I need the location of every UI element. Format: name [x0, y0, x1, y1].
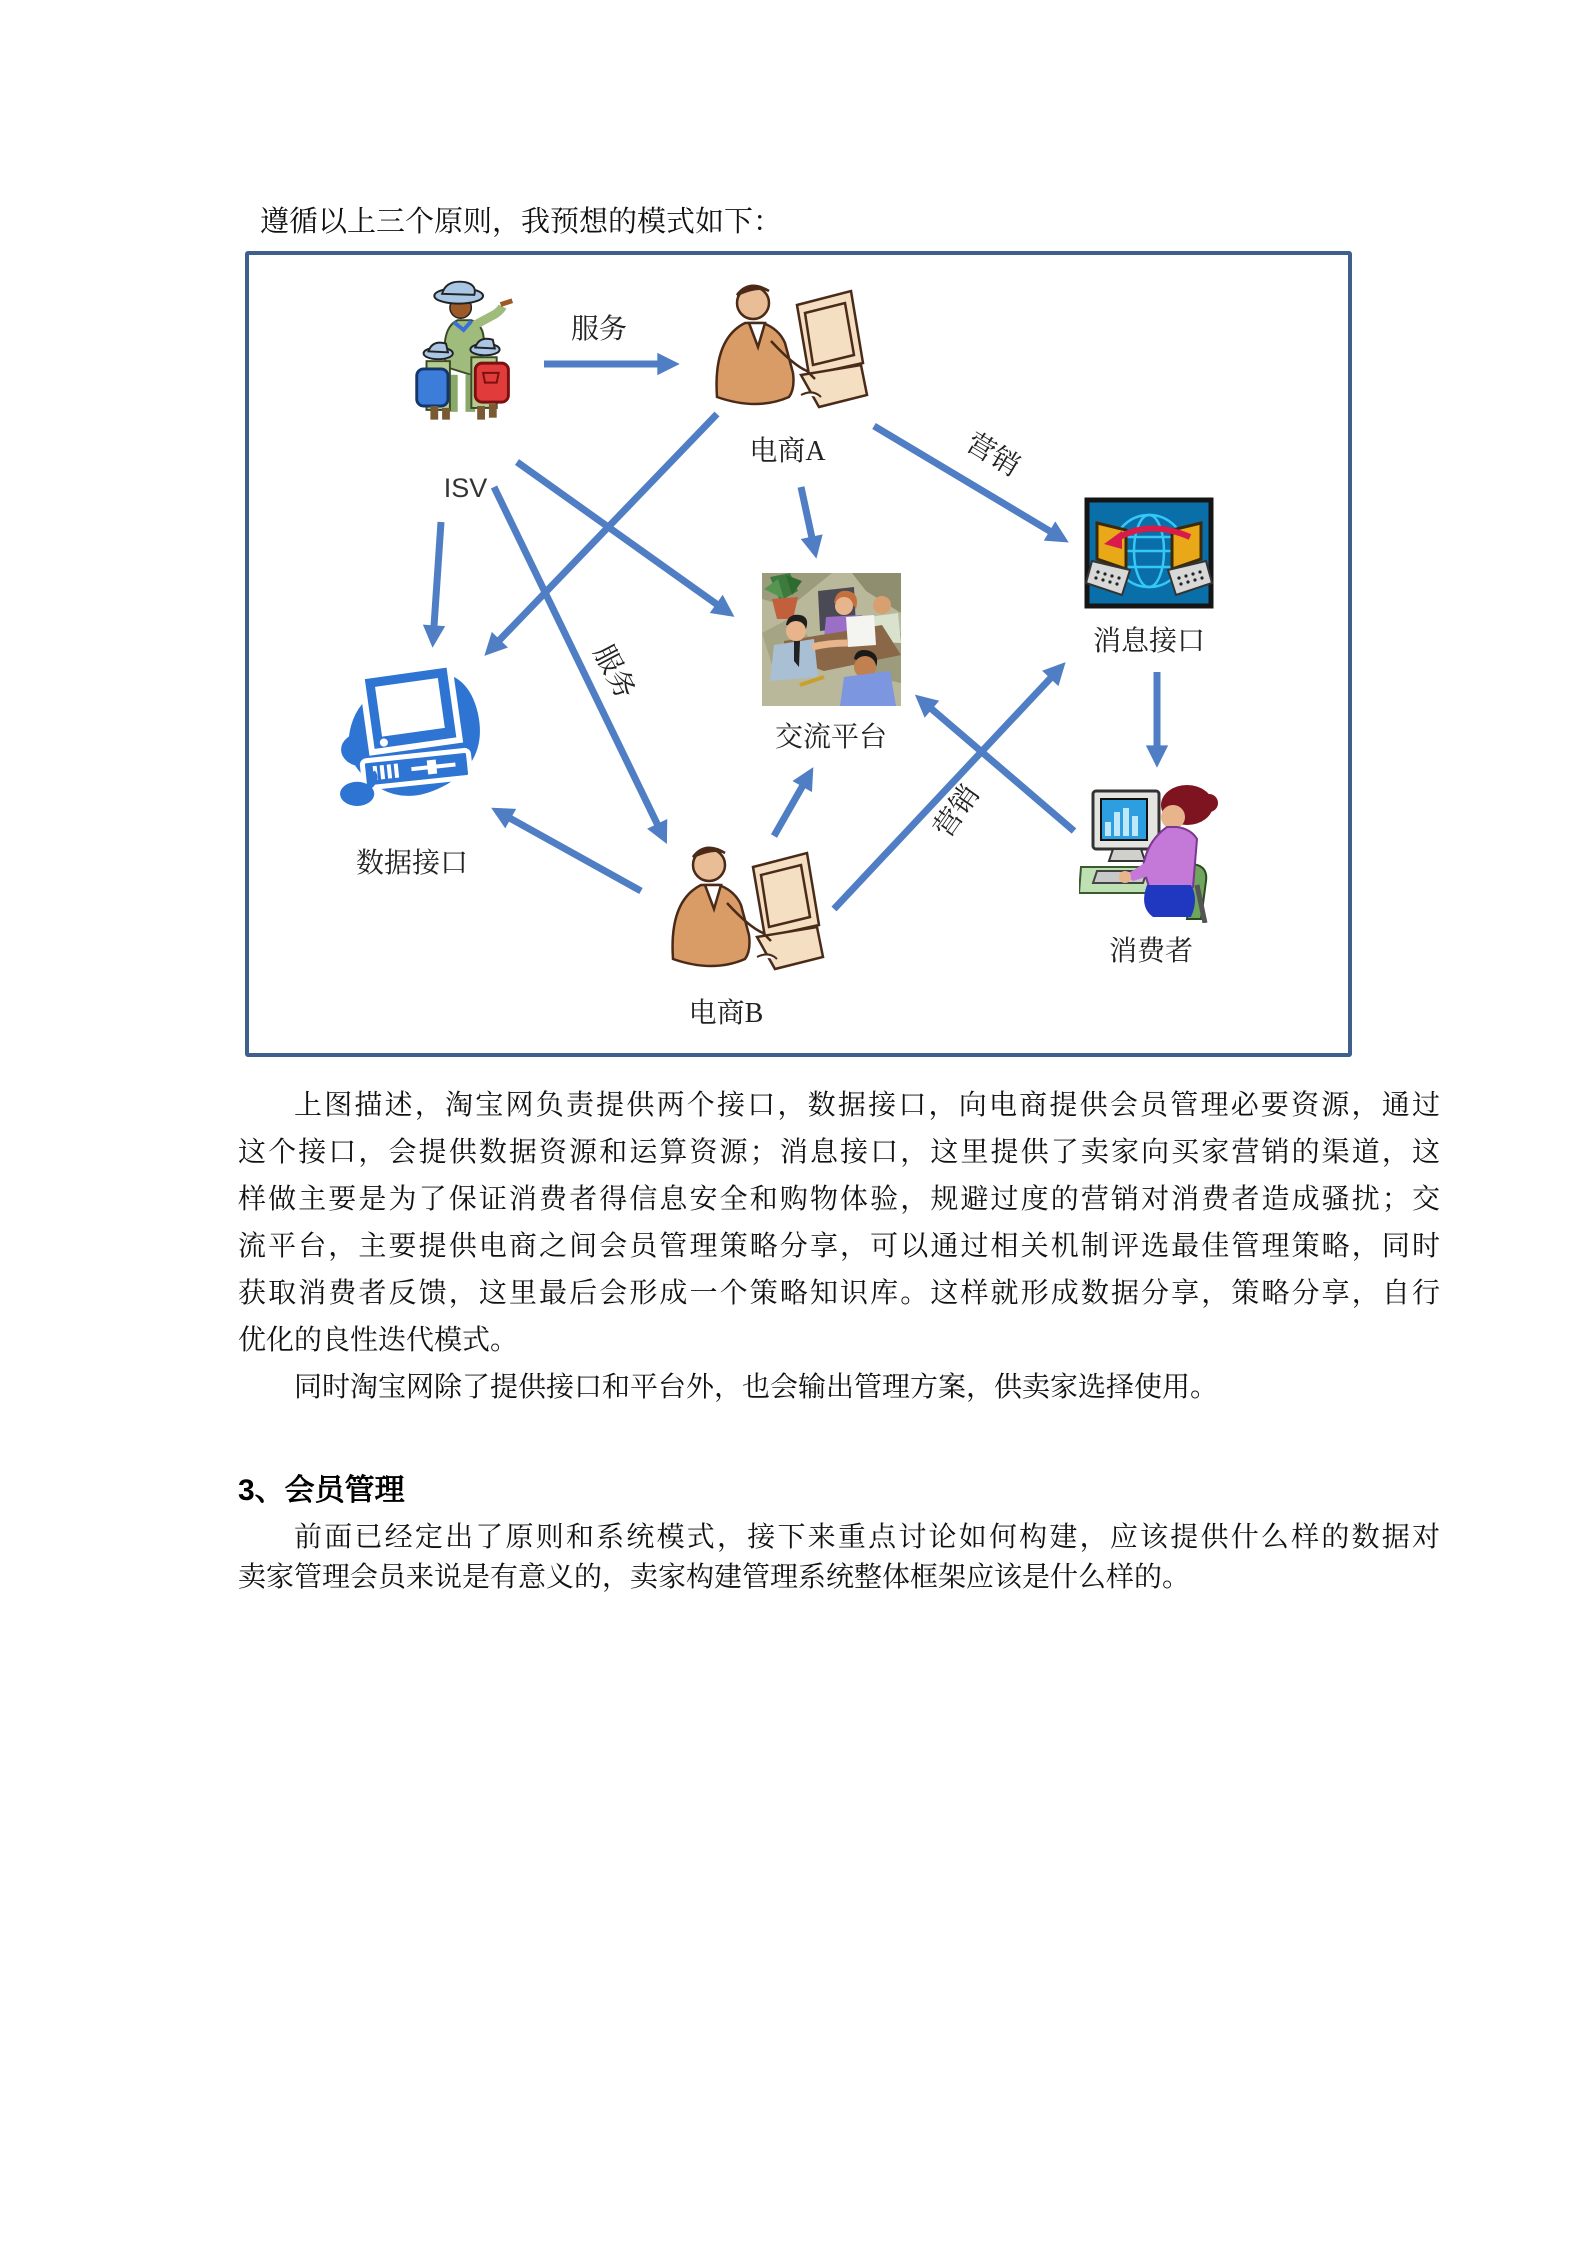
paragraph1-line2: 这个接口，会提供数据资源和运算资源；消息接口，这里提供了卖家向买家营销的渠道，这: [238, 1137, 1440, 1168]
consumer-clipart-icon: [1079, 781, 1219, 923]
message-interface-clipart-icon: [1084, 497, 1214, 609]
intro-line: 遵循以上三个原则，我预想的模式如下：: [260, 206, 783, 238]
paragraph1-line4: 流平台，主要提供电商之间会员管理策略分享，可以通过相关机制评选最佳管理策略，同时: [238, 1231, 1440, 1262]
ec-a-clipart-icon: [701, 277, 871, 427]
paragraph3-line1: 前面已经定出了原则和系统模式，接下来重点讨论如何构建，应该提供什么样的数据对: [294, 1522, 1440, 1553]
data-interface-clipart-icon: [333, 655, 491, 813]
paragraph2-line: 同时淘宝网除了提供接口和平台外，也会输出管理方案，供卖家选择使用。: [294, 1372, 1219, 1403]
node-label-ec-b: 电商B: [688, 998, 764, 1029]
paragraph3-line2: 卖家管理会员来说是有意义的，卖家构建管理系统整体框架应该是什么样的。: [238, 1562, 1191, 1593]
ec-b-clipart-icon: [655, 839, 829, 989]
arrow-ec-b-to-data-interface: [497, 811, 641, 891]
arrow-ec-b-to-exchange-platform: [774, 773, 810, 836]
paragraph1-line3: 样做主要是为了保证消费者得信息安全和购物体验，规避过度的营销对消费者造成骚扰；交: [238, 1184, 1440, 1215]
edge-label-service-a: 服务: [570, 314, 628, 345]
node-label-exchange-platform: 交流平台: [774, 722, 887, 753]
edge-label-marketing-a: 营销: [960, 427, 1025, 483]
node-label-ec-a: 电商A: [749, 436, 826, 467]
paragraph-block-2: [238, 1518, 1440, 1598]
arrow-isv-to-data-interface: [433, 522, 441, 641]
node-label-consumer: 消费者: [1108, 936, 1193, 967]
arrow-isv-to-ec-b: [494, 487, 664, 838]
exchange-platform-clipart-icon: [762, 573, 901, 706]
paragraph1-line1: 上图描述，淘宝网负责提供两个接口，数据接口，向电商提供会员管理必要资源，通过: [294, 1090, 1440, 1121]
paragraph1-line5: 获取消费者反馈，这里最后会形成一个策略知识库。这样就形成数据分享，策略分享，自行: [238, 1278, 1440, 1309]
node-label-isv: ISV: [443, 473, 488, 503]
edge-label-marketing-b: 营销: [928, 779, 986, 844]
paragraph1-line6: 优化的良性迭代模式。: [238, 1325, 519, 1356]
node-label-data-interface: 数据接口: [355, 848, 468, 879]
node-label-message-interface: 消息接口: [1092, 626, 1205, 657]
section-heading: 3、会员管理: [238, 1474, 405, 1507]
arrow-ec-a-to-exchange-platform: [801, 487, 815, 552]
diagram-box: [245, 251, 1352, 1057]
isv-clipart-icon: [407, 277, 524, 457]
edge-label-service-b: 服务: [586, 640, 641, 705]
paragraph-block-1: [238, 1082, 1440, 1411]
